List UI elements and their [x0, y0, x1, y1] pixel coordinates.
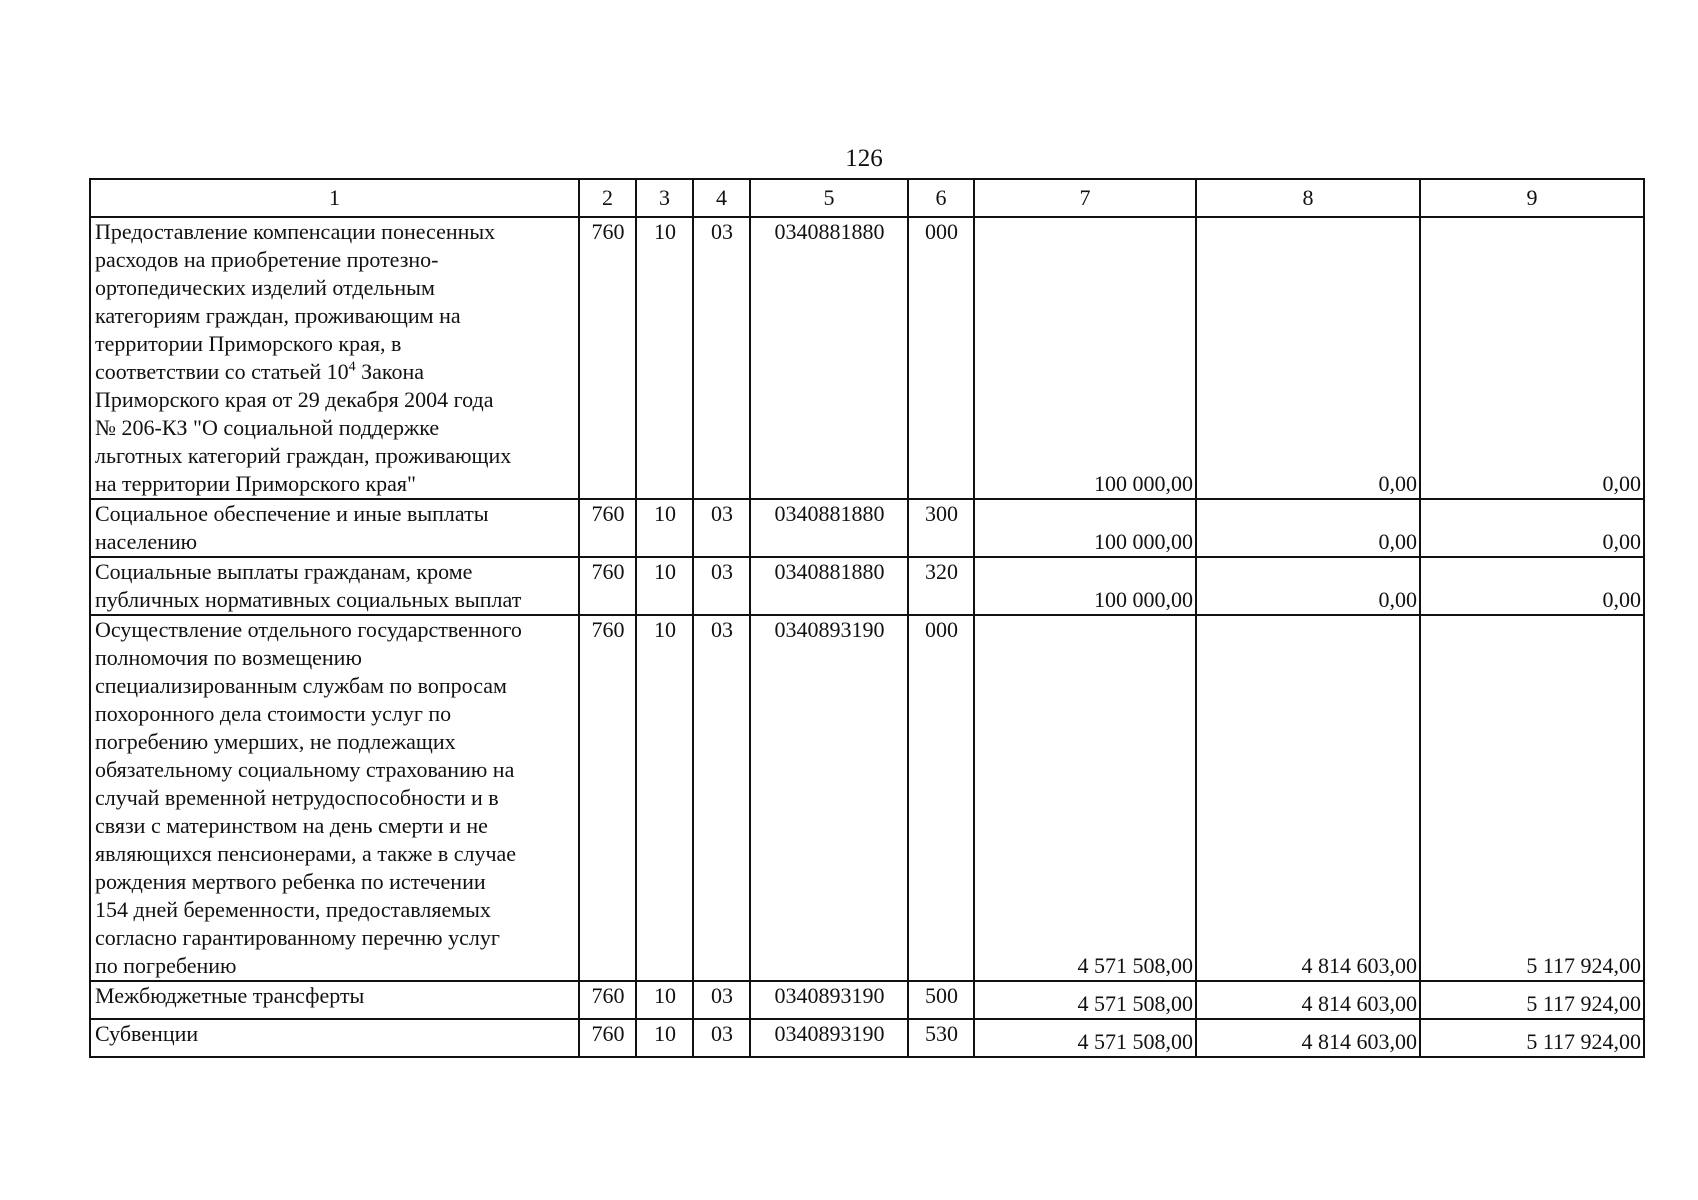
column-header: 2: [579, 179, 636, 217]
cell-col6: 000: [908, 615, 974, 981]
cell-col3: 10: [636, 615, 693, 981]
cell-col4: 03: [693, 1019, 750, 1057]
cell-col6: 530: [908, 1019, 974, 1057]
cell-col2: 760: [579, 615, 636, 981]
cell-col4: 03: [693, 557, 750, 615]
cell-col8: 4 814 603,00: [1196, 615, 1420, 981]
cell-col3: 10: [636, 217, 693, 499]
cell-col9: 0,00: [1420, 217, 1644, 499]
row-name: Осуществление отдельного государственного полномочия по возмещению специализированным службам по вопросам похоронного дела стоимости услуг по погребению умерших, не подлежащих обязательному социальному страхованию на случай временной нетрудоспособности и в связи с материнством на день смерти и не являющихся пенсионерами, а также в случае рождения мертвого ребенка по истечении 154 дней беременности, предоставляемых согласно гарантированному перечню услуг по погребению: [90, 615, 579, 981]
column-header: 6: [908, 179, 974, 217]
cell-col7: 4 571 508,00: [974, 615, 1196, 981]
column-header: 8: [1196, 179, 1420, 217]
cell-col2: 760: [579, 217, 636, 499]
row-name-text-tail: Закона Приморского края от 29 декабря 2004 года № 206-КЗ "О социальной поддержке льготных категорий граждан, проживающих на территории Приморского края": [95, 359, 512, 496]
table-row: [90, 1019, 1644, 1057]
cell-col4: 03: [693, 217, 750, 499]
cell-col6: 300: [908, 499, 974, 557]
cell-col3: 10: [636, 557, 693, 615]
column-header: 5: [750, 179, 908, 217]
column-header: 4: [693, 179, 750, 217]
cell-col7: 100 000,00: [974, 217, 1196, 499]
row-name: Субвенции: [90, 1019, 579, 1057]
row-name-superscript: 4: [348, 359, 356, 375]
cell-col8: 0,00: [1196, 217, 1420, 499]
cell-col8: 4 814 603,00: [1196, 981, 1420, 1019]
cell-col9: 5 117 924,00: [1420, 1019, 1644, 1057]
cell-col4: 03: [693, 981, 750, 1019]
table-row: [90, 981, 1644, 1019]
cell-col2: 760: [579, 981, 636, 1019]
column-header: 3: [636, 179, 693, 217]
cell-col5: 0340881880: [750, 557, 908, 615]
cell-col5: 0340893190: [750, 1019, 908, 1057]
cell-col3: 10: [636, 1019, 693, 1057]
cell-col6: 320: [908, 557, 974, 615]
cell-col5: 0340881880: [750, 217, 908, 499]
column-header: 1: [90, 179, 579, 217]
cell-col8: 0,00: [1196, 499, 1420, 557]
cell-col5: 0340881880: [750, 499, 908, 557]
cell-col5: 0340893190: [750, 615, 908, 981]
row-name-text: Предоставление компенсации понесенных расходов на приобретение протезно- ортопедических изделий отдельным категориям граждан, проживающим на территории Приморского края, в соответствии со статьей 10: [95, 219, 496, 384]
cell-col7: 100 000,00: [974, 557, 1196, 615]
column-header: 9: [1420, 179, 1644, 217]
table-row: [90, 217, 1644, 499]
cell-col2: 760: [579, 557, 636, 615]
cell-col8: 0,00: [1196, 557, 1420, 615]
cell-col8: 4 814 603,00: [1196, 1019, 1420, 1057]
cell-col4: 03: [693, 499, 750, 557]
header-row: [90, 179, 1644, 217]
cell-col9: 0,00: [1420, 557, 1644, 615]
cell-col2: 760: [579, 1019, 636, 1057]
cell-col5: 0340893190: [750, 981, 908, 1019]
cell-col6: 500: [908, 981, 974, 1019]
cell-col9: 5 117 924,00: [1420, 981, 1644, 1019]
cell-col6: 000: [908, 217, 974, 499]
row-name: Межбюджетные трансферты: [90, 981, 579, 1019]
budget-table: [89, 178, 1645, 1058]
cell-col3: 10: [636, 981, 693, 1019]
table-row: [90, 499, 1644, 557]
cell-col4: 03: [693, 615, 750, 981]
row-name: [90, 217, 579, 499]
page-number: 126: [845, 145, 883, 172]
cell-col7: 4 571 508,00: [974, 1019, 1196, 1057]
cell-col3: 10: [636, 499, 693, 557]
table-row: [90, 615, 1644, 981]
table-row: [90, 557, 1644, 615]
row-name: Социальные выплаты гражданам, кроме публичных нормативных социальных выплат: [90, 557, 579, 615]
cell-col7: 100 000,00: [974, 499, 1196, 557]
cell-col9: 0,00: [1420, 499, 1644, 557]
cell-col9: 5 117 924,00: [1420, 615, 1644, 981]
row-name: Социальное обеспечение и иные выплаты населению: [90, 499, 579, 557]
cell-col2: 760: [579, 499, 636, 557]
cell-col7: 4 571 508,00: [974, 981, 1196, 1019]
column-header: 7: [974, 179, 1196, 217]
